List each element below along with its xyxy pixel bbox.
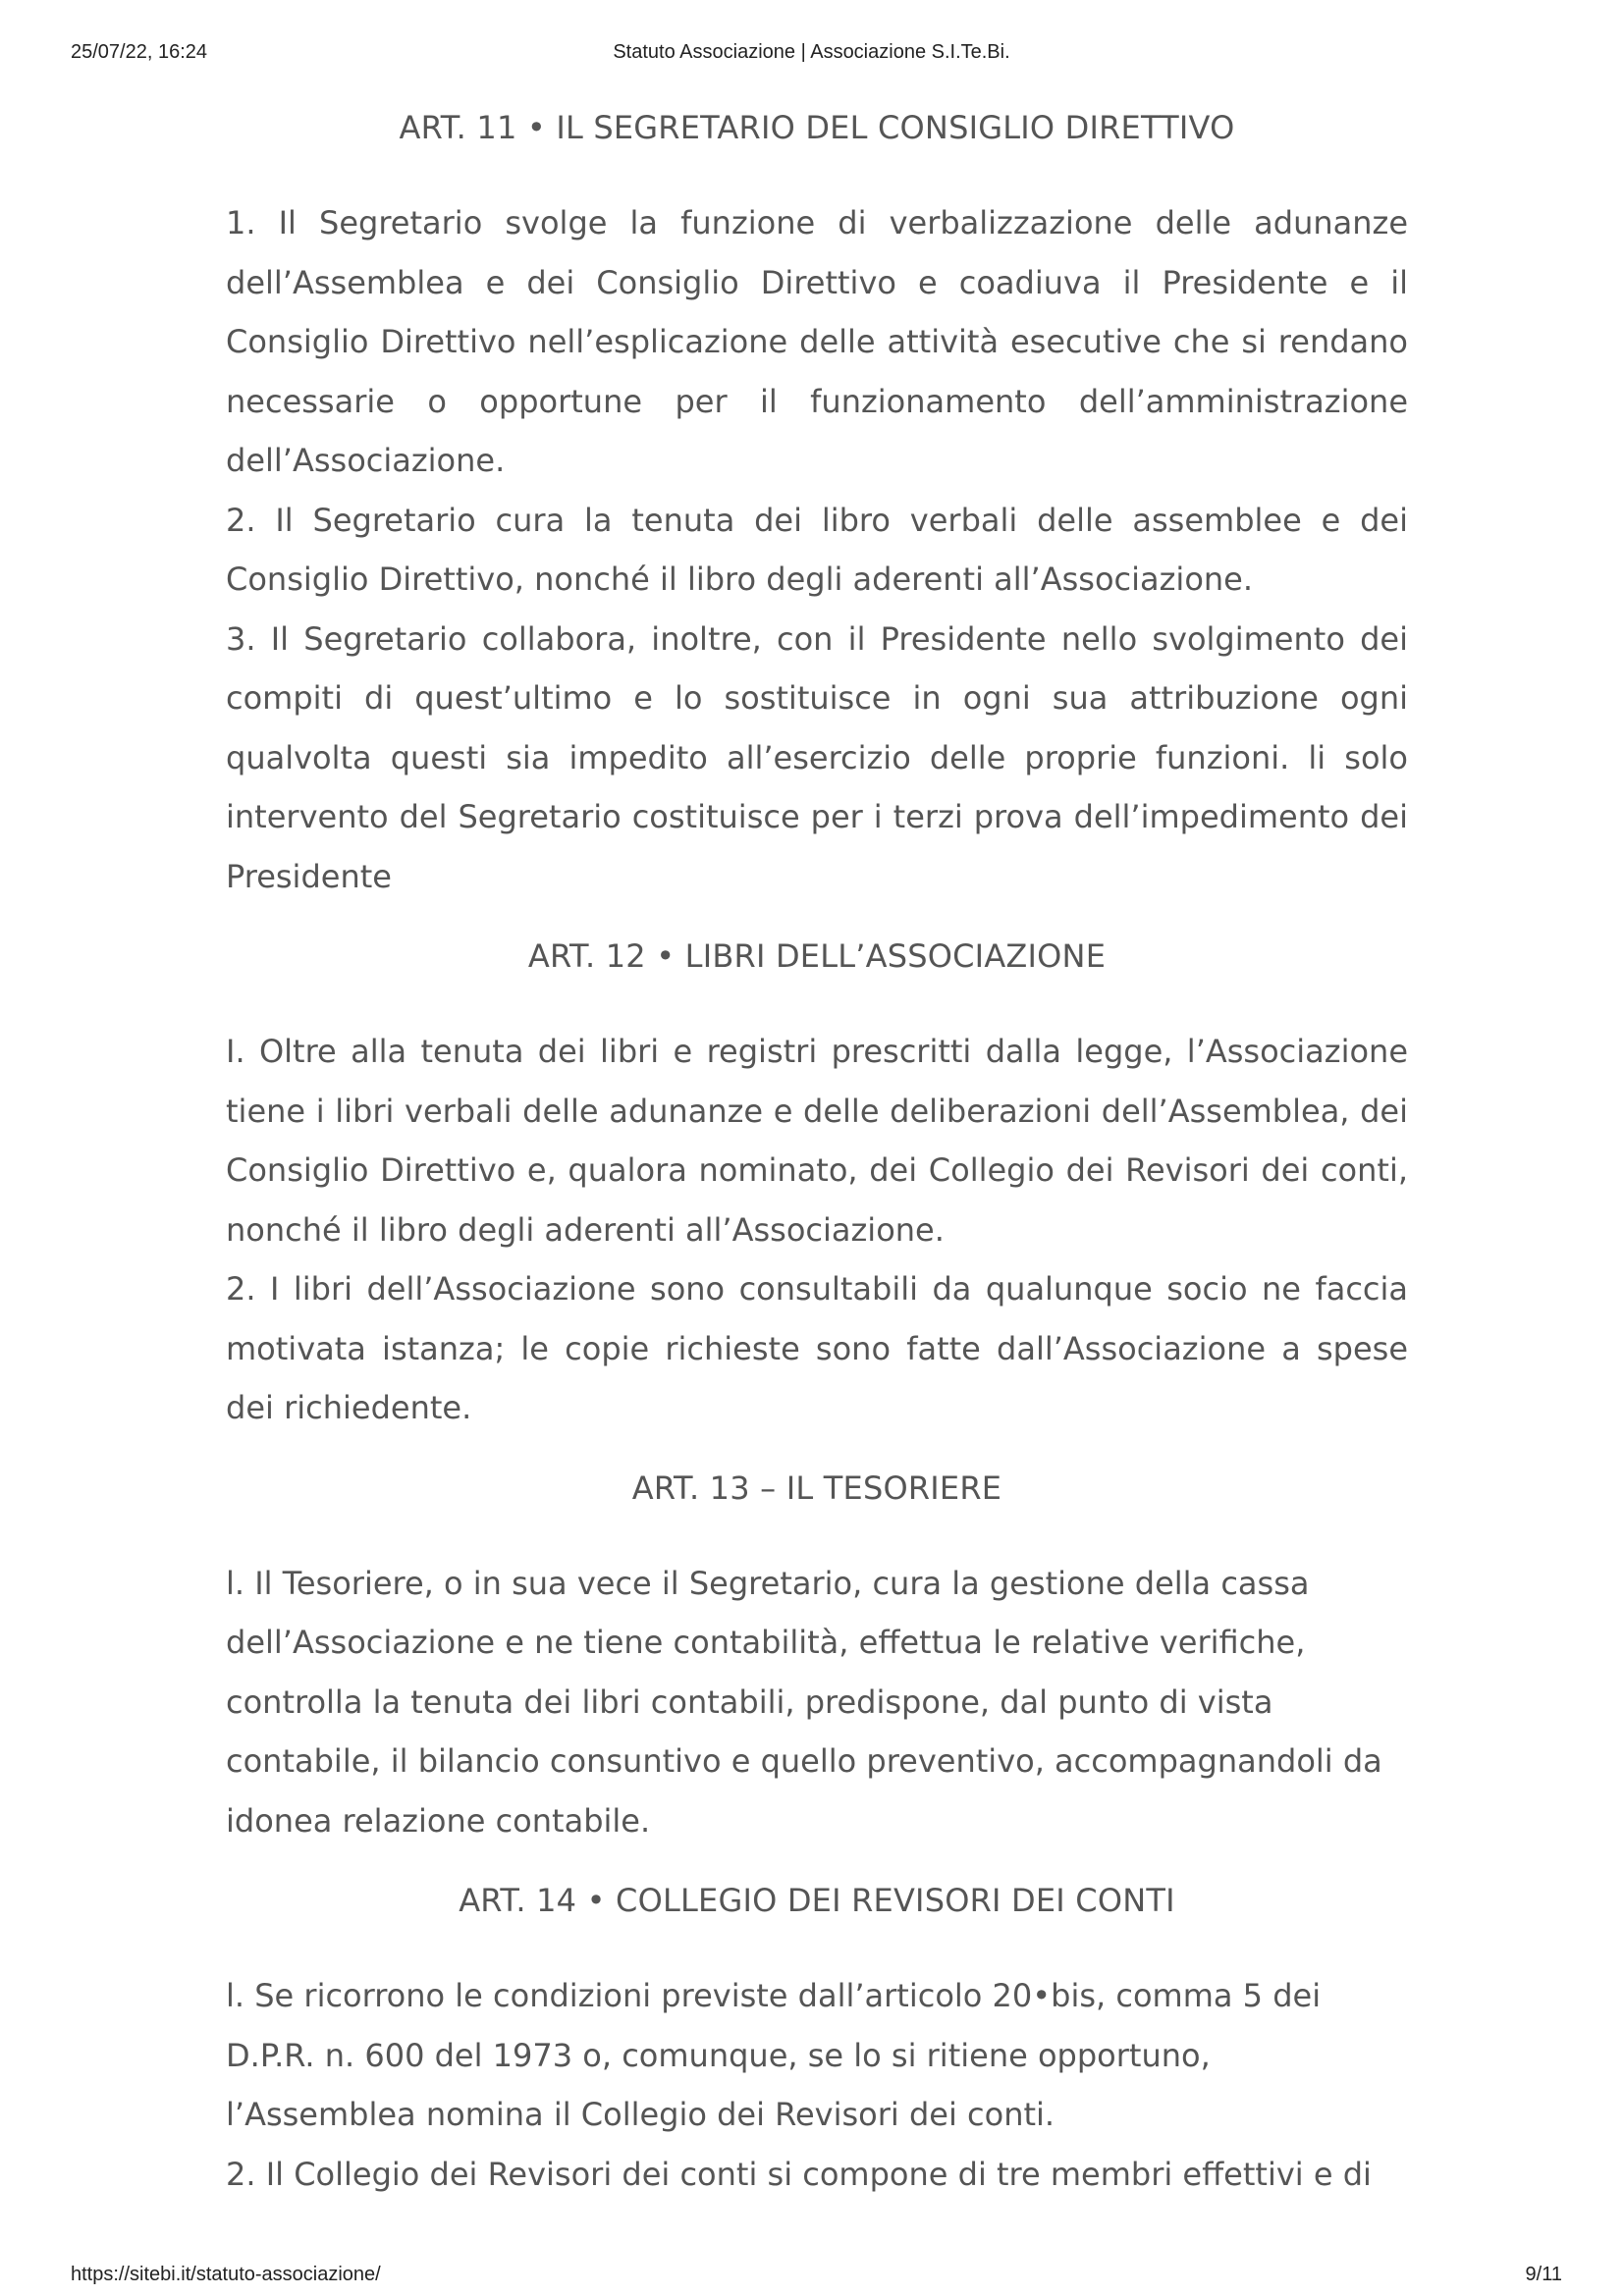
article-11-heading: ART. 11 • IL SEGRETARIO DEL CONSIGLIO DIRETTIVO xyxy=(399,109,1235,146)
print-footer xyxy=(0,2264,1623,2293)
article-14-heading: ART. 14 • COLLEGIO DEI REVISORI DEI CONTI xyxy=(459,1882,1175,1919)
article-12-paragraph-2: 2. I libri dell’Associazione sono consultabili da qualunque socio ne faccia motivata istanza; le copie richieste sono fatte dall’Associazione a spese dei richiedente. xyxy=(226,1270,1408,1426)
document-body xyxy=(226,103,1408,2204)
article-12-paragraph-1: I. Oltre alla tenuta dei libri e registri prescritti dalla legge, l’Associazione tiene i libri verbali delle adunanze e delle deliberazioni dell’Assemblea, dei Consiglio Direttivo e, qualora nominato, dei Collegio dei Revisori dei conti, nonché il libro degli aderenti all’Associazione. xyxy=(226,1033,1408,1249)
article-14-paragraph-2: 2. Il Collegio dei Revisori dei conti si compone di tre membri effettivi e di xyxy=(226,2155,1372,2193)
article-14-paragraph-1: l. Se ricorrono le condizioni previste dall’articolo 20•bis, comma 5 dei D.P.R. n. 600 del 1973 o, comunque, se lo si ritiene opportuno, l’Assemblea nomina il Collegio dei Revisori dei conti. xyxy=(226,1977,1322,2133)
print-page-number: 9/11 xyxy=(1525,2264,1562,2285)
article-13-paragraph-1: l. Il Tesoriere, o in sua vece il Segretario, cura la gestione della cassa dell’Associazione e ne tiene contabilità, effettua le relative verifiche, controlla la tenuta dei libri contabili, predispone, dal punto di vista contabile, il bilancio consuntivo e quello preventivo, accompagnandoli da idonea relazione contabile. xyxy=(226,1564,1382,1840)
article-11-paragraph-2: 2. Il Segretario cura la tenuta dei libro verbali delle assemblee e dei Consiglio Direttivo, nonché il libro degli aderenti all’Associazione. xyxy=(226,501,1408,598)
article-11-paragraph-3: 3. Il Segretario collabora, inoltre, con il Presidente nello svolgimento dei compiti di quest’ultimo e lo sostituisce in ogni sua attribuzione ogni qualvolta questi sia impedito all’esercizio delle proprie funzioni. li solo intervento del Segretario costituisce per i terzi prova dell’impedimento dei Presidente xyxy=(226,619,1408,895)
print-page-title: Statuto Associazione | Associazione S.I.Te.Bi. xyxy=(613,41,1010,63)
article-12-heading: ART. 12 • LIBRI DELL’ASSOCIAZIONE xyxy=(527,937,1107,975)
article-13-heading: ART. 13 – IL TESORIERE xyxy=(631,1468,1002,1507)
print-datetime: 25/07/22, 16:24 xyxy=(71,41,208,63)
print-page-url: https://sitebi.it/statuto-associazione/ xyxy=(71,2264,381,2285)
print-header xyxy=(0,35,1623,75)
article-11-paragraph-1: 1. Il Segretario svolge la funzione di verbalizzazione delle adunanze dell’Assemblea e dei Consiglio Direttivo e coadiuva il Presidente e il Consiglio Direttivo nell’esplicazione delle attività esecutive che si rendano necessarie o opportune per il funzionamento dell’amministrazione dell’Associazione. xyxy=(226,204,1408,479)
